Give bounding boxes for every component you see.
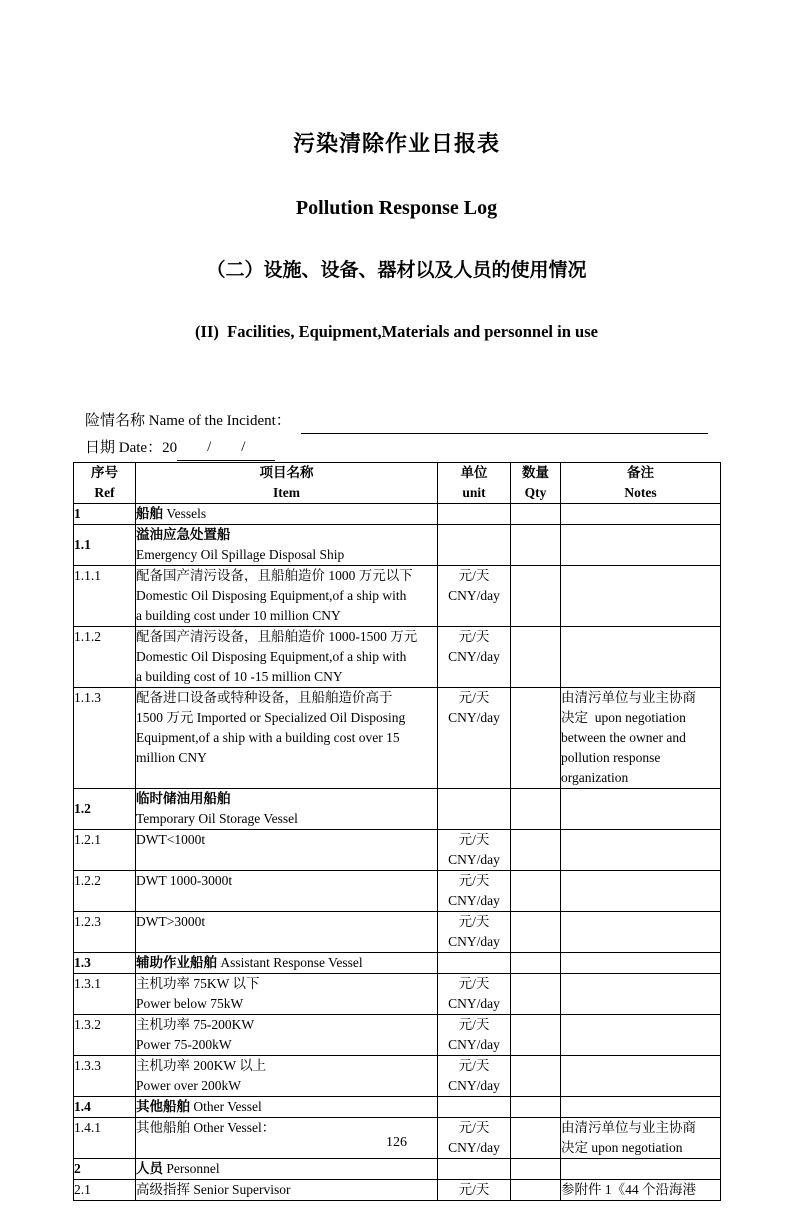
notes-cell <box>561 1097 721 1118</box>
table-row <box>74 871 721 912</box>
item-line: 主机功率 200KW 以上 <box>136 1058 267 1073</box>
unit-line: 元/天 <box>458 976 490 991</box>
notes-cell <box>561 974 721 1015</box>
item-cell <box>136 504 438 525</box>
qty-cell <box>511 1015 561 1056</box>
item-line: 1500 万元 Imported or Specialized Oil Disposing <box>136 710 406 725</box>
notes-cell <box>561 1180 721 1201</box>
table-row <box>74 1097 721 1118</box>
item-line: 其他船舶 Other Vessel <box>136 1099 262 1114</box>
unit-cell <box>438 871 511 912</box>
table-row <box>74 566 721 627</box>
header-row <box>74 463 721 504</box>
item-line: Power below 75kW <box>136 996 244 1011</box>
item-line: Domestic Oil Disposing Equipment,of a ship with <box>136 588 407 603</box>
table-row <box>74 1159 721 1180</box>
item-line: 辅助作业船舶 Assistant Response Vessel <box>136 955 363 970</box>
col-header-notes <box>561 463 721 504</box>
notes-cell <box>561 1015 721 1056</box>
incident-name-line <box>85 408 708 434</box>
notes-cell <box>561 688 721 789</box>
notes-cell <box>561 953 721 974</box>
unit-line: CNY/day <box>448 1078 500 1093</box>
qty-cell <box>511 1056 561 1097</box>
table-row <box>74 1180 721 1201</box>
item-cell <box>136 627 438 688</box>
col-header-unit-zh: 单位 <box>460 465 488 480</box>
unit-line: CNY/day <box>448 1140 500 1155</box>
table-row <box>74 504 721 525</box>
item-line: million CNY <box>136 750 207 765</box>
notes-line: 决定 upon negotiation <box>561 1140 683 1155</box>
notes-line: 决定 upon negotiation <box>561 710 686 725</box>
unit-cell <box>438 1159 511 1180</box>
ref-cell: 1.3.1 <box>74 974 136 1015</box>
notes-cell <box>561 525 721 566</box>
pollution-response-table <box>73 462 721 1201</box>
item-cell <box>136 912 438 953</box>
notes-cell <box>561 912 721 953</box>
notes-line: 由清污单位与业主协商 <box>561 1120 696 1135</box>
notes-line: between the owner and <box>561 730 686 745</box>
item-line: 其他船舶 Other Vessel： <box>136 1120 276 1135</box>
col-header-item-en: Item <box>273 485 300 500</box>
item-cell <box>136 789 438 830</box>
notes-cell <box>561 627 721 688</box>
ref-cell: 1.2.3 <box>74 912 136 953</box>
item-line: Domestic Oil Disposing Equipment,of a ship with <box>136 649 407 664</box>
ref-cell: 1.4.1 <box>74 1118 136 1159</box>
table-row <box>74 830 721 871</box>
unit-cell <box>438 1056 511 1097</box>
unit-cell <box>438 525 511 566</box>
table-row <box>74 627 721 688</box>
notes-line: organization <box>561 770 629 785</box>
page-number: 126 <box>386 1135 407 1150</box>
unit-line: CNY/day <box>448 649 500 664</box>
item-cell <box>136 1015 438 1056</box>
item-line: 配备国产清污设备，且船舶造价 1000 万元以下 <box>136 568 413 583</box>
ref-cell: 1 <box>74 504 136 525</box>
notes-cell <box>561 830 721 871</box>
unit-cell <box>438 974 511 1015</box>
qty-cell <box>511 1097 561 1118</box>
item-line: 主机功率 75KW 以下 <box>136 976 260 991</box>
ref-cell: 1.3.3 <box>74 1056 136 1097</box>
unit-line: CNY/day <box>448 1037 500 1052</box>
incident-name-label: 险情名称 Name of the Incident： <box>85 413 291 429</box>
item-line: 配备国产清污设备，且船舶造价 1000-1500 万元 <box>136 629 418 644</box>
ref-cell: 1.2 <box>74 789 136 830</box>
item-line: 溢油应急处置船 <box>136 527 231 542</box>
item-line: Power over 200kW <box>136 1078 241 1093</box>
qty-cell <box>511 871 561 912</box>
item-cell <box>136 830 438 871</box>
unit-line: 元/天 <box>458 1182 490 1197</box>
document-page <box>0 93 793 1215</box>
item-line: 临时储油用船舶 <box>136 791 231 806</box>
unit-line: CNY/day <box>448 934 500 949</box>
incident-name-blank <box>301 412 708 434</box>
item-line: Power 75-200kW <box>136 1037 232 1052</box>
unit-cell <box>438 688 511 789</box>
ref-cell: 2 <box>74 1159 136 1180</box>
unit-line: CNY/day <box>448 588 500 603</box>
table-body <box>74 504 721 1201</box>
item-cell <box>136 688 438 789</box>
col-header-unit-en: unit <box>462 485 486 500</box>
item-line: 高级指挥 Senior Supervisor <box>136 1182 291 1197</box>
item-line: 人员 Personnel <box>136 1161 220 1176</box>
title-block <box>0 93 793 380</box>
unit-line: CNY/day <box>448 852 500 867</box>
table-row <box>74 1015 721 1056</box>
item-line: 主机功率 75-200KW <box>136 1017 255 1032</box>
unit-cell <box>438 627 511 688</box>
item-line: Temporary Oil Storage Vessel <box>136 811 298 826</box>
date-blank: / / <box>177 434 275 461</box>
ref-cell: 1.3 <box>74 953 136 974</box>
item-cell <box>136 1180 438 1201</box>
col-header-ref <box>74 463 136 504</box>
item-cell <box>136 525 438 566</box>
col-header-item <box>136 463 438 504</box>
unit-cell <box>438 504 511 525</box>
col-header-notes-en: Notes <box>624 485 657 500</box>
table-row <box>74 1056 721 1097</box>
qty-cell <box>511 525 561 566</box>
ref-cell: 2.1 <box>74 1180 136 1201</box>
unit-cell <box>438 1180 511 1201</box>
item-line: 船舶 Vessels <box>136 506 207 521</box>
unit-line: 元/天 <box>458 568 490 583</box>
qty-cell <box>511 912 561 953</box>
unit-line: 元/天 <box>458 629 490 644</box>
date-line <box>85 434 708 461</box>
table-row <box>74 688 721 789</box>
unit-cell <box>438 789 511 830</box>
qty-cell <box>511 830 561 871</box>
date-label: 日期 Date：20 <box>85 440 178 456</box>
table-row <box>74 953 721 974</box>
ref-cell: 1.1.1 <box>74 566 136 627</box>
form-meta <box>85 408 708 461</box>
ref-cell: 1.2.1 <box>74 830 136 871</box>
item-line: Equipment,of a ship with a building cost over 15 <box>136 730 400 745</box>
unit-line: CNY/day <box>448 893 500 908</box>
col-header-qty <box>511 463 561 504</box>
item-cell <box>136 974 438 1015</box>
table-row <box>74 789 721 830</box>
col-header-ref-en: Ref <box>94 485 115 500</box>
table-row <box>74 525 721 566</box>
qty-cell <box>511 627 561 688</box>
unit-cell <box>438 830 511 871</box>
unit-line: 元/天 <box>458 690 490 705</box>
col-header-unit <box>438 463 511 504</box>
unit-line: CNY/day <box>448 710 500 725</box>
qty-cell <box>511 504 561 525</box>
qty-cell <box>511 566 561 627</box>
unit-cell <box>438 953 511 974</box>
section-title-zh: （二）设施、设备、器材以及人员的使用情况 <box>206 260 587 281</box>
unit-line: CNY/day <box>448 996 500 1011</box>
unit-line: 元/天 <box>458 914 490 929</box>
notes-cell <box>561 566 721 627</box>
col-header-notes-zh: 备注 <box>627 465 654 480</box>
notes-cell <box>561 871 721 912</box>
unit-line: 元/天 <box>458 1017 490 1032</box>
title-zh: 污染清除作业日报表 <box>292 131 500 156</box>
qty-cell <box>511 953 561 974</box>
table-row <box>74 912 721 953</box>
unit-cell <box>438 1015 511 1056</box>
qty-cell <box>511 1180 561 1201</box>
notes-cell <box>561 504 721 525</box>
qty-cell <box>511 789 561 830</box>
item-cell <box>136 1097 438 1118</box>
item-line: DWT 1000-3000t <box>136 873 233 888</box>
notes-line: 参附件 1《44 个沿海港 <box>561 1182 696 1197</box>
notes-line: pollution response <box>561 750 661 765</box>
unit-line: 元/天 <box>458 1120 490 1135</box>
item-line: a building cost of 10 -15 million CNY <box>136 669 343 684</box>
notes-cell <box>561 789 721 830</box>
qty-cell <box>511 688 561 789</box>
ref-cell: 1.4 <box>74 1097 136 1118</box>
unit-cell <box>438 566 511 627</box>
unit-line: 元/天 <box>458 873 490 888</box>
item-cell <box>136 1056 438 1097</box>
col-header-qty-zh: 数量 <box>522 465 549 480</box>
item-cell <box>136 871 438 912</box>
item-line: DWT>3000t <box>136 914 206 929</box>
qty-cell <box>511 974 561 1015</box>
item-cell <box>136 953 438 974</box>
title-en: Pollution Response Log <box>295 197 498 219</box>
item-cell <box>136 1159 438 1180</box>
section-title-en: (II) Facilities, Equipment,Materials and personnel in use <box>195 322 598 341</box>
table-row <box>74 974 721 1015</box>
notes-line: 由清污单位与业主协商 <box>561 690 696 705</box>
ref-cell: 1.2.2 <box>74 871 136 912</box>
ref-cell: 1.1.3 <box>74 688 136 789</box>
unit-line: 元/天 <box>458 1058 490 1073</box>
item-line: a building cost under 10 million CNY <box>136 608 341 623</box>
col-header-qty-en: Qty <box>524 485 547 500</box>
item-cell <box>136 566 438 627</box>
ref-cell: 1.3.2 <box>74 1015 136 1056</box>
unit-cell <box>438 1097 511 1118</box>
ref-cell: 1.1.2 <box>74 627 136 688</box>
qty-cell <box>511 1159 561 1180</box>
item-line: Emergency Oil Spillage Disposal Ship <box>136 547 345 562</box>
unit-line: 元/天 <box>458 832 490 847</box>
ref-cell: 1.1 <box>74 525 136 566</box>
unit-cell <box>438 912 511 953</box>
notes-cell <box>561 1056 721 1097</box>
notes-cell <box>561 1159 721 1180</box>
item-line: 配备进口设备或特种设备，且船舶造价高于 <box>136 690 393 705</box>
item-line: DWT<1000t <box>136 832 206 847</box>
col-header-ref-zh: 序号 <box>91 465 118 480</box>
col-header-item-zh: 项目名称 <box>259 465 314 480</box>
